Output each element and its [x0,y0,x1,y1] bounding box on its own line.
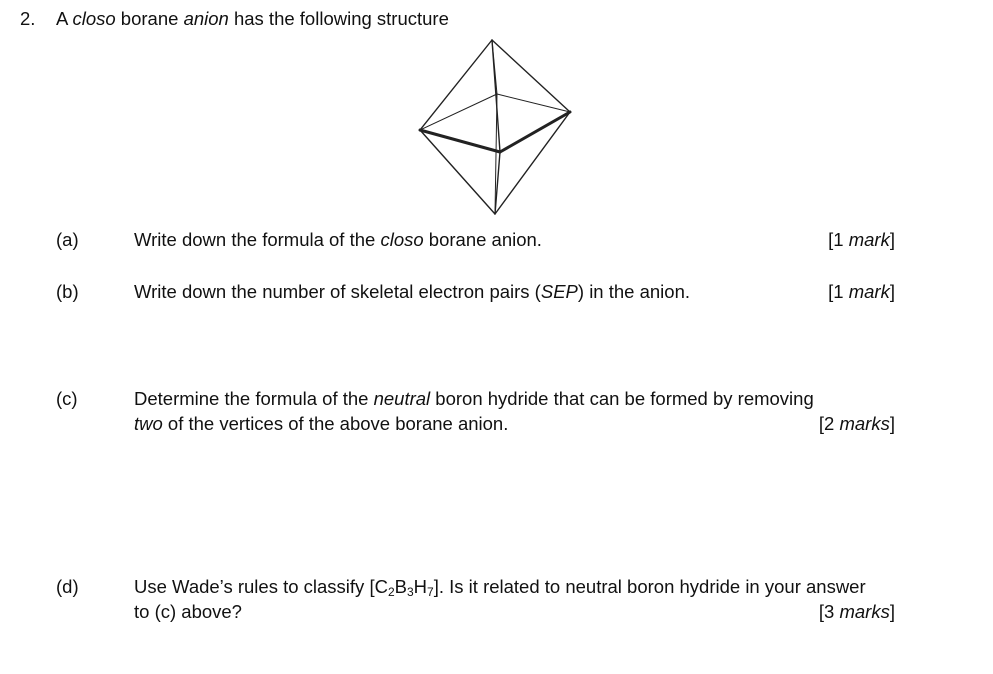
part-b-label: (b) [56,281,79,302]
part-a-marks: [1 mark] [828,229,895,250]
part-d-marks: [3 marks] [818,601,895,622]
part-d-line1: Use Wade’s rules to classify $[C_2B_3H_7]$. Is it related to neutral boron hydride in your answer [134,576,866,599]
part-a-label: (a) [56,229,79,250]
front-edge [420,130,500,152]
front-edge [500,112,570,152]
part-c-line2: two of the vertices of the above borane anion. [134,413,509,434]
edge [420,130,495,214]
part-c-line1: Determine the formula of the neutral boron hydride that can be formed by removing [134,388,814,409]
question-stem: A closo borane anion has the following structure [56,8,449,29]
back-edge [497,94,570,112]
part-a-text: Write down the formula of the closo borane anion. [134,229,542,250]
edge [420,40,492,130]
back-edge [420,94,497,130]
part-d-label: (d) [56,576,79,597]
edge [492,40,570,112]
part-b-text: Write down the number of skeletal electron pairs (SEP) in the anion. [134,281,690,302]
octahedron-icon [410,32,580,222]
edge [495,112,570,214]
part-b-marks: [1 mark] [828,281,895,302]
part-d-line2: to (c) above? [134,601,242,622]
question-number: 2. [20,8,36,29]
part-c-label: (c) [56,388,78,409]
part-c-marks: [2 marks] [818,413,895,434]
